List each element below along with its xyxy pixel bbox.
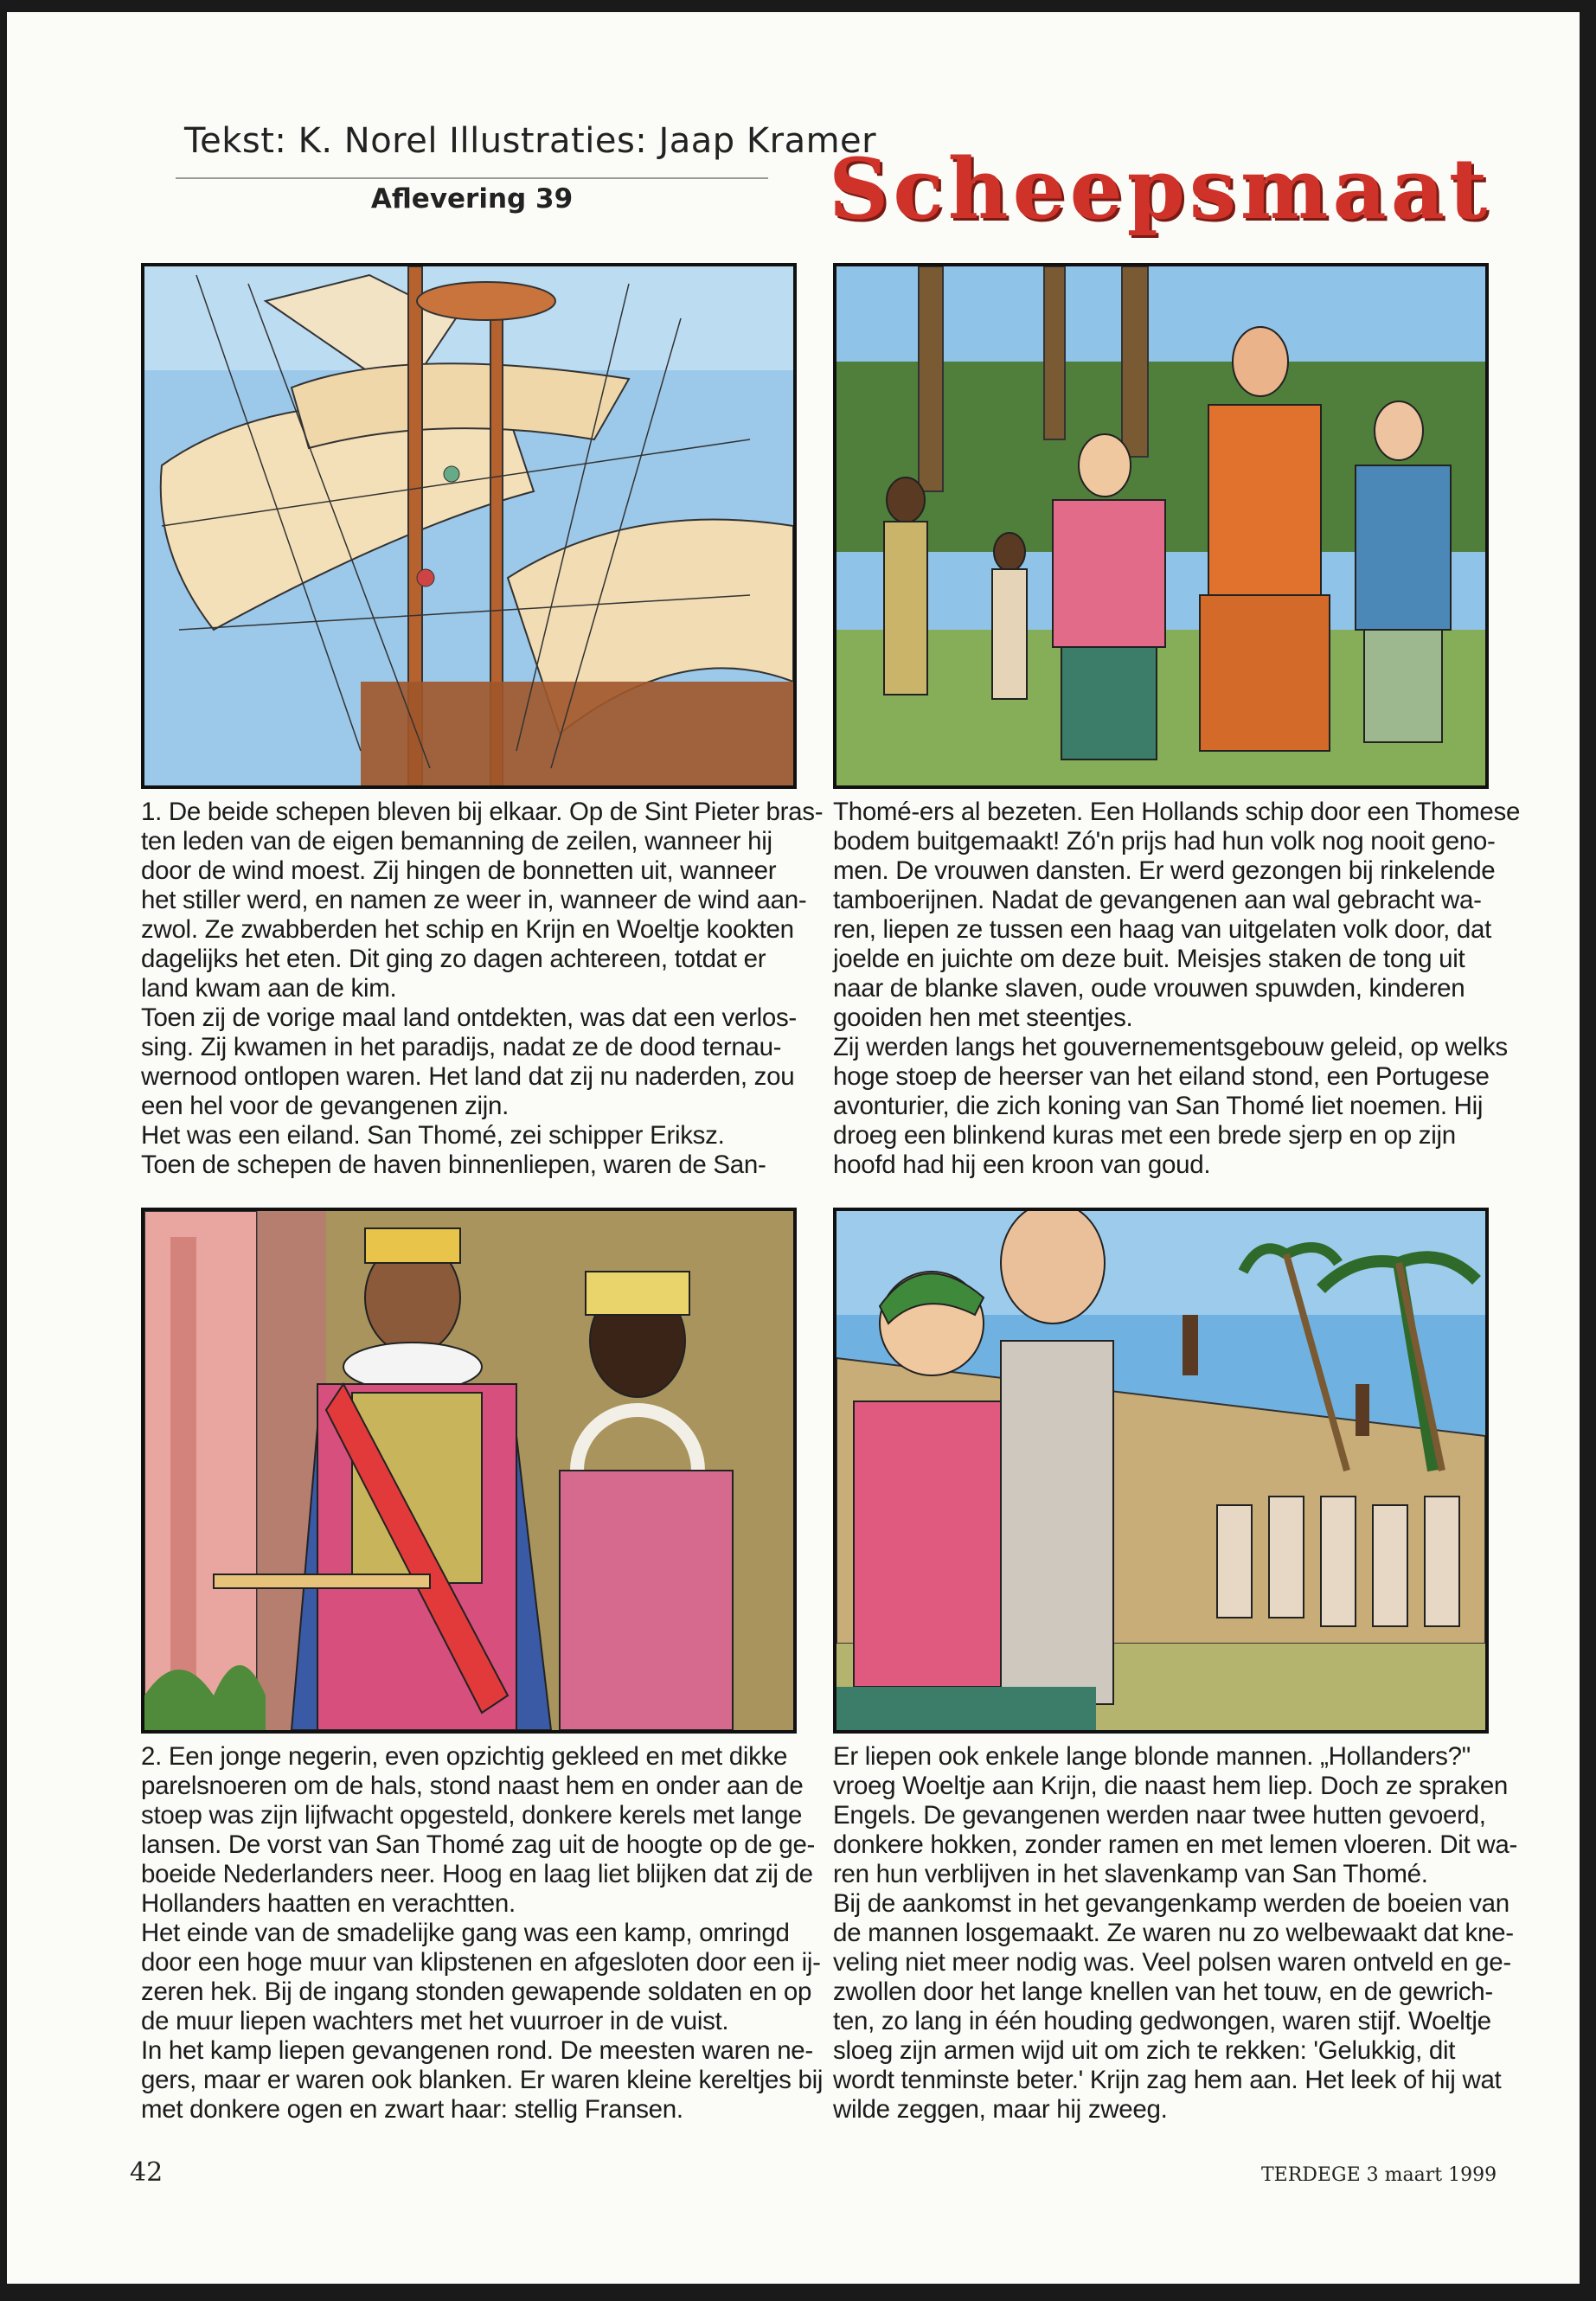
text-line: men. De vrouwen dansten. Er werd gezongen bij rinkelende: [833, 856, 1496, 885]
text-line: parelsnoeren om de hals, stond naast hem en onder aan de: [141, 1772, 804, 1800]
text-line: In het kamp liepen gevangenen rond. De meesten waren ne-: [141, 2036, 813, 2065]
text-line: sing. Zij kwamen in het paradijs, nadat ze de dood ternau-: [141, 1033, 782, 1061]
text-line: wordt tenminste beter.' Krijn zag hem aan. Het leek of hij wat: [833, 2066, 1502, 2094]
text-line: ten, zo lang in één houding gedwongen, waren stijf. Woeltje: [833, 2007, 1491, 2035]
text-line: bodem buitgemaakt! Zó'n prijs had hun volk nog nooit geno-: [833, 827, 1496, 856]
text-line: de muur liepen wachters met het vuurroer in de vuist.: [141, 2007, 729, 2035]
text-line: zeren hek. Bij de ingang stonden gewapende soldaten en op: [141, 1977, 812, 2006]
episode-label: Aflevering 39: [370, 183, 574, 215]
text-line: vroeg Woeltje aan Krijn, die naast hem liep. Doch ze spraken: [833, 1772, 1509, 1800]
text-line: hoofd had hij een kroon van goud.: [833, 1150, 1211, 1179]
text-column-1-left: [141, 798, 824, 1180]
text-line: Toen zij de vorige maal land ontdekten, was dat een verlos-: [141, 1003, 797, 1032]
ship-illustration: [144, 266, 793, 785]
text-column-1-right: [833, 798, 1521, 1180]
comic-panel-2: [833, 263, 1489, 789]
credits-divider: [176, 177, 768, 179]
story-title: Scheepsmaat: [829, 140, 1492, 238]
text-line: avonturier, die zich koning van San Thomé liet noemen. Hij: [833, 1092, 1484, 1120]
text-line: Toen de schepen de haven binnenliepen, waren de San-: [141, 1150, 766, 1179]
credits-line: Tekst: K. Norel Illustraties: Jaap Kramer: [184, 121, 877, 161]
text-line: Er liepen ook enkele lange blonde mannen. „Hollanders?": [833, 1742, 1471, 1771]
text-line: een hel voor de gevangenen zijn.: [141, 1092, 510, 1120]
page-number: 42: [130, 2157, 163, 2188]
magazine-name: TERDEGE: [1261, 2164, 1361, 2186]
text-line: Het einde van de smadelijke gang was een kamp, omringd: [141, 1919, 790, 1947]
comic-panel-1: [141, 263, 797, 789]
text-line: Zij werden langs het gouvernementsgebouw geleid, op welks: [833, 1033, 1508, 1061]
text-line: met donkere ogen en zwart haar: stellig Fransen.: [141, 2095, 683, 2124]
camp-illustration: [836, 1211, 1485, 1730]
text-line: veling niet meer nodig was. Veel polsen waren ontveld en ge-: [833, 1948, 1511, 1977]
magazine-page: [7, 12, 1580, 2284]
text-line: Bij de aankomst in het gevangenkamp werden de boeien van: [833, 1889, 1509, 1918]
text-line: de mannen losgemaakt. Ze waren nu zo welbewaakt dat kne-: [833, 1919, 1514, 1947]
magazine-footer: [1261, 2164, 1497, 2186]
text-line: joelde en juichte om deze buit. Meisjes staken de tong uit: [833, 945, 1465, 973]
text-column-2-right: [833, 1742, 1517, 2125]
text-line: stoep was zijn lijfwacht opgesteld, donkere kerels met lange: [141, 1801, 803, 1830]
text-line: donkere hokken, zonder ramen en met lemen vloeren. Dit wa-: [833, 1830, 1517, 1859]
text-line: door de wind moest. Zij hingen de bonnetten uit, wanneer: [141, 856, 777, 885]
text-line: ren, liepen ze tussen een haag van uitgelaten volk door, dat: [833, 915, 1492, 944]
text-line: gooiden hen met steentjes.: [833, 1003, 1133, 1032]
text-line: boeide Nederlanders neer. Hoog en laag liet blijken dat zij de: [141, 1860, 813, 1888]
crowd-illustration: [836, 266, 1485, 785]
text-line: Hollanders haatten en verachtten.: [141, 1889, 516, 1918]
text-line: 2. Een jonge negerin, even opzichtig gekleed en met dikke: [141, 1742, 788, 1771]
text-line: door een hoge muur van klipstenen en afgesloten door een ij-: [141, 1948, 821, 1977]
text-line: dagelijks het eten. Dit ging zo dagen achtereen, totdat er: [141, 945, 766, 973]
text-line: gers, maar er waren ook blanken. Er waren kleine kereltjes bij: [141, 2066, 824, 2094]
comic-panel-3: [141, 1208, 797, 1734]
comic-panel-4: [833, 1208, 1489, 1734]
text-line: wernood ontlopen waren. Het land dat zij nu naderden, zou: [141, 1062, 795, 1091]
issue-date: 3 maart 1999: [1366, 2164, 1497, 2186]
text-line: zwollen door het lange knellen van het touw, en de gewrich-: [833, 1977, 1493, 2006]
text-line: ten leden van de eigen bemanning de zeilen, wanneer hij: [141, 827, 772, 856]
text-line: lansen. De vorst van San Thomé zag uit de hoogte op de ge-: [141, 1830, 816, 1859]
text-line: ren hun verblijven in het slavenkamp van San Thomé.: [833, 1860, 1428, 1888]
text-line: naar de blanke slaven, oude vrouwen spuwden, kinderen: [833, 974, 1465, 1003]
text-line: zwol. Ze zwabberden het schip en Krijn en Woeltje kookten: [141, 915, 794, 944]
text-line: Engels. De gevangenen werden naar twee hutten gevoerd,: [833, 1801, 1486, 1830]
king-illustration: [144, 1211, 793, 1730]
text-line: het stiller werd, en namen ze weer in, wanneer de wind aan-: [141, 886, 807, 914]
text-line: 1. De beide schepen bleven bij elkaar. Op de Sint Pieter bras-: [141, 798, 824, 826]
text-line: hoge stoep de heerser van het eiland stond, een Portugese: [833, 1062, 1490, 1091]
text-line: tamboerijnen. Nadat de gevangenen aan wal gebracht wa-: [833, 886, 1482, 914]
text-line: droeg een blinkend kuras met een brede sjerp en op zijn: [833, 1121, 1456, 1150]
text-line: Thomé-ers al bezeten. Een Hollands schip door een Thomese: [833, 798, 1521, 826]
text-line: wilde zeggen, maar hij zweeg.: [833, 2095, 1168, 2124]
text-line: sloeg zijn armen wijd uit om zich te rekken: 'Gelukkig, dit: [833, 2036, 1456, 2065]
text-line: land kwam aan de kim.: [141, 974, 397, 1003]
text-line: Het was een eiland. San Thomé, zei schipper Eriksz.: [141, 1121, 725, 1150]
text-column-2-left: [141, 1742, 824, 2125]
